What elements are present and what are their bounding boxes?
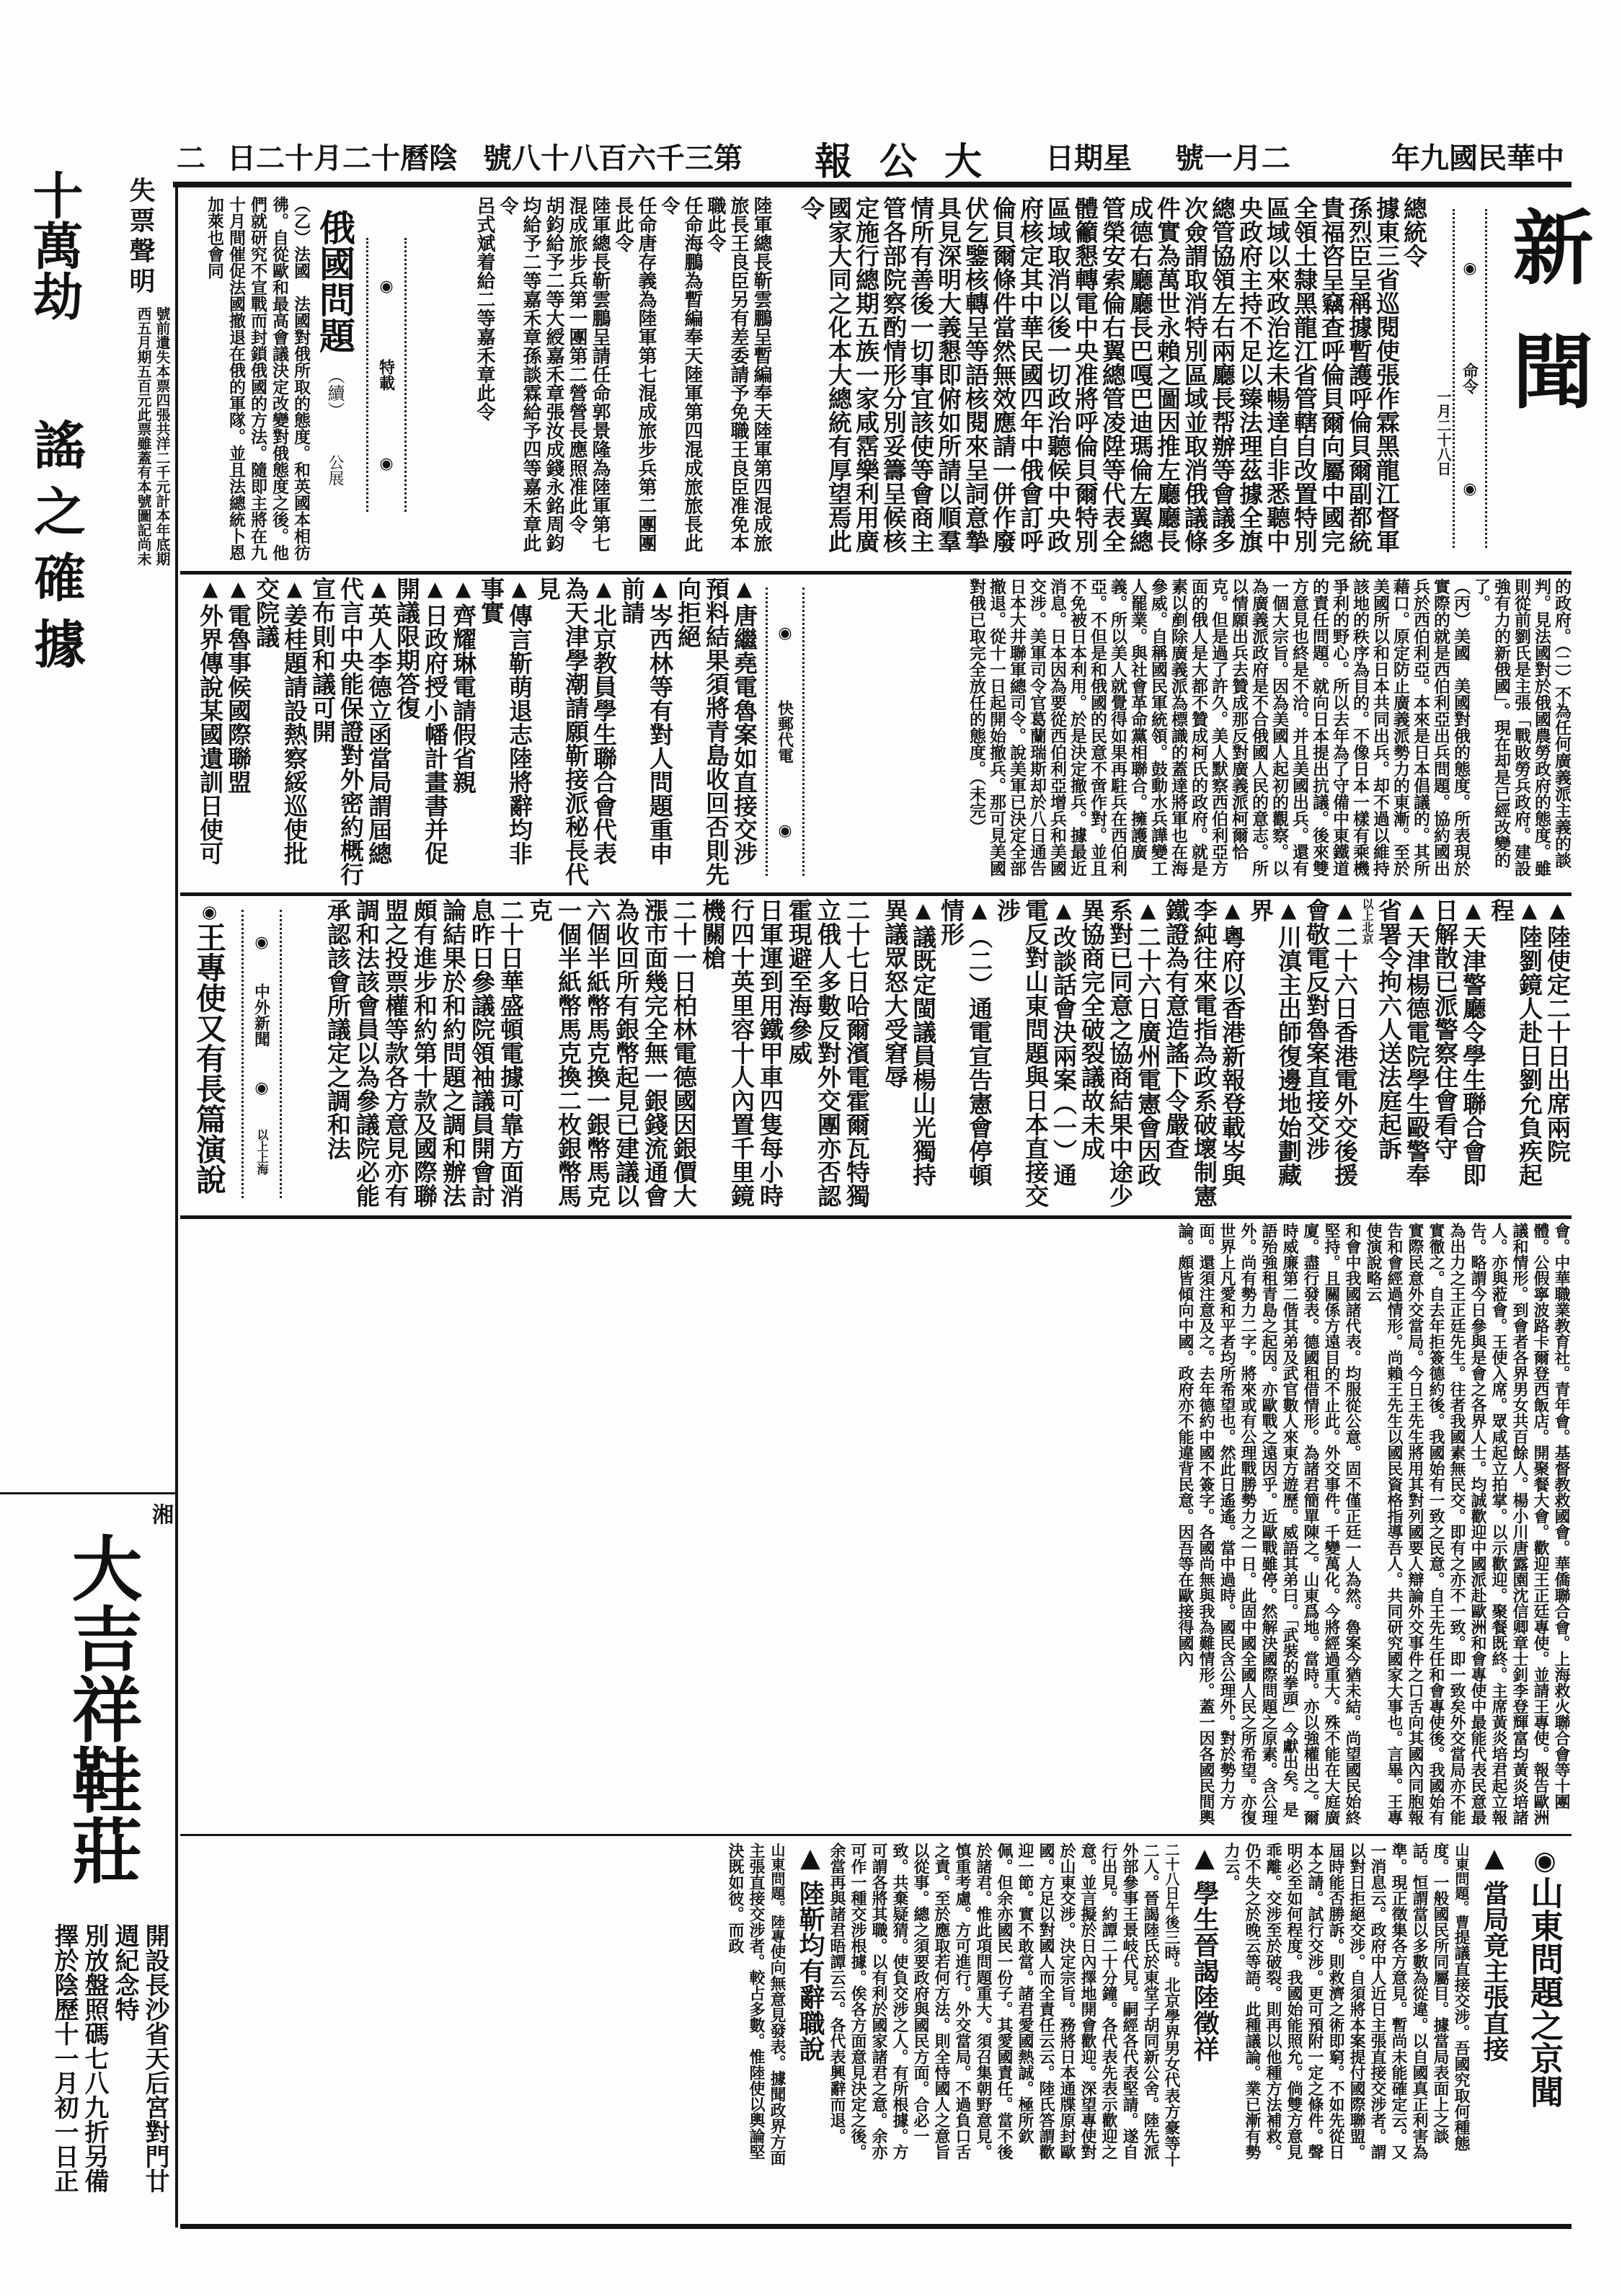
ornament-dot-icon: ◉	[778, 821, 792, 840]
section-rule	[180, 1834, 1572, 1836]
headline-item: ▲ 陸使定二十日出席兩院	[1543, 898, 1572, 1210]
special-feature-ornament	[366, 238, 407, 512]
military-orders	[412, 196, 773, 565]
order-item: 任命海鵬為暫編奉天陸軍第四混成旅旅長此令	[658, 196, 703, 552]
speech-paragraph: 和會中我國諸代表。均服從公意。固不僅正廷一人為然。魯案今猶未結。尚望國民始終堅持。且關係方遠目的不止此。外交事件。千變萬化。今將經過重大。殊不能在大庭廣廈。盡行發表。德國租借情形。為諸君簡單陳之。山東爲地。當時。亦以強權出之。爾時威廉第二偕其弟及武官數人來東方遊歷。威語其弟曰。「武裝的拳頭」今獻出矣。是語殆強租青島之起因。亦歐戰之遠因乎。近歐戰雖停。然解決國際問題之原素。含公理外。尚有勢力二字。將來或有公理戰勝勢力之一日。此固中國全國人民之所希望。亦復世界上凡愛和平者均所希望也。然此日遙遙。當中過時。國民含公理外。對於勢力方面。還須注意及之。去年德約中國不簽字。各國尚無與我為難情形。蓋一因各國民間輿論。頗皆傾向中國。政府亦不能違背民意。因吾等在歐接得國內	[1176, 1223, 1362, 1825]
russia-title: 俄國問題	[314, 209, 356, 353]
shandong-article-body	[184, 1843, 1510, 2167]
ornament-dot-icon: ◉	[254, 933, 269, 952]
source-tag-shanghai: 以上上海	[255, 1129, 269, 1175]
headline-item: ▲ 英人李德立函當局謂屆總代言中央能保證對外密約概行宣布則和議可開	[309, 577, 393, 888]
headline-item: ▲ 電魯事候國際聯盟	[224, 577, 252, 888]
headline-item: ▲ 岑西林等有對人問題重申前請	[618, 577, 674, 888]
header-date: 二月一號	[1175, 141, 1290, 175]
headline-item: ▲ 陸劉鏡人赴日劉允負疾起程	[1487, 898, 1543, 1210]
header-issue: 第三千六百八十八號	[483, 141, 743, 175]
page-bottom-rule	[180, 2224, 1572, 2229]
order-item: 呂式斌着給二等嘉禾章此令	[474, 196, 495, 421]
ornament-dot-icon: ◉	[379, 277, 394, 296]
order-item: 陸軍總長靳雲鵬呈暫編奉天陸軍第四混成旅旅長王良臣另有差委請予免職王良臣准免本職此令	[704, 196, 772, 552]
order-paragraph: 據東三省巡閱使張作霖黑龍江督軍孫烈臣呈稱據暫護呼倫貝爾副都統貴福咨呈竊查呼倫貝爾向屬中國完全領土隸黑龍江省管轄自改置特別區域以來政治迄未暢達自非悉聽中央政府主持不足以臻法理茲據全旗總管協領左右兩廳長帮辦等會議多次僉謂取消特別區域並取消俄議條件實為萬世永賴之圖因推左廳廳長成德右廳廳長巴嘎巴迪瑪倫左翼總管榮安索倫右翼總管凌陞等代表全體籲懇轉電中央准將呼倫貝爾特別區域取消以後一切政治聽候中央政府核定其中華民國四年中俄會訂呼倫貝爾條件當然無效應請一併作廢伏乞鑒核轉呈等語核閱來呈詞意摯具見深明大義懇即俯如所請以順羣情所有善後一切事宜該使等會商主管各部院察酌情形分別妥籌呈候核定施行總期五族一家咸霑樂利用廣國家大同之化本大總統有厚望焉此令	[797, 196, 1401, 553]
order-item: 陸軍總長靳雲鵬呈請任命郭景隆為陸軍第七混成旅步兵第一團第二營營長應照准此令	[566, 196, 611, 552]
left-ad-slogan: 謠之確據	[25, 418, 87, 683]
express-telegram-ornament	[766, 588, 805, 876]
ornament-dot-icon: ◉	[1463, 259, 1477, 278]
telegram-headlines	[182, 577, 758, 888]
notice-line: 號前遺失本票四張共洋二千元計本年底期	[154, 306, 171, 566]
header-lunar-date: 陰曆十二月十二日	[227, 141, 458, 175]
russia-paragraph: （乙）法國 法國對俄所取的態度。和英國本相彷彿。自從歐和最高會議決定改變對俄態度之後。他們就研究不宣戰而封鎖俄國的方法。隨即主將在九十月間催促法國撤退在俄的軍隊。並且法總統卜恩加萊也會同	[205, 196, 311, 561]
russia-paragraph: （丙）美國 美國對俄的態度。所表現於實際的就是西伯利亞出兵問題。協約國出兵於西伯利亞。本來是日本倡議的。其所藉口。原定防止廣義派勢力的東漸。至於美國所以和日本共同出兵。却不過以維持該地的秩序為目的。不像日本一樣有乘機爭利的野心。所以去年為了守備中東鐵道的責任問題。就向日本提出抗議。後來雙方意見也終是不洽。并且美國出兵。還有一個大宗旨。因為美國人起初的觀察。以為廣義派政府是不合俄國人民的意志。所以情願出兵去贊成那反對廣義派柯爾恰克。但是過了許久。美人默察西伯利亞方面的俄人是大都不贊成柯氏的政府。就是素以剷除廣義派為標識的蓋達將軍也在海參威。自稱國民軍統領。鼓動水兵譁變工人罷業。與社會革命黨相聯合。擁護廣義。所以美人就覺得如果再駐兵在西伯利亞。不但是和俄國的民意不啻作對。並且不免被日本利用。於是決定撤兵。據最近消息。日本因為要從西伯利亞增兵和美國交涉。美軍司令官葛蘭瑞斯却於八日通告日本大井聯軍總司令。說美軍已決定全部撤退。從十一日起開始撤兵。那可見美國對俄已取完全放任的態度。（未完）	[967, 578, 1471, 877]
masthead-rule	[173, 182, 1572, 187]
headline-item: ▲ 傳言靳萌退志陸將辭均非事實	[477, 577, 533, 888]
subsection-text: 提議直接交涉。吾國究取何種態度。一般國民所同屬目。據當局表面上之談話。恒謂當以多數為從違。以自國真正利害為準。現正徵集各方意見。暫尚未能確定云。又一消息云。政府中人近日主張直接交涉者。謂以對日拒絕交涉。自須將本案提付國際聯盟。屆時能否勝訴。則救濟之術即窮。不如先從日本之請。試行交涉。更可預附一定之條件。聲明必至如何程度。我國始能照允。倘雙方意見乖離。交涉至於破裂。則再以他種方法補救。仍不失之於晚云等語。此種議論。業已漸有勢力云。	[1222, 1843, 1471, 2160]
headline-item: ▲ 議既定閩議員楊山光獨持異議眾怒大受窘辱	[881, 898, 937, 1210]
subsection-byline: 山東問題。陸專	[768, 1843, 786, 1943]
subsection-text: 三時。北京學界男女代表方豪等十二人。晉謁陸氏於東堂子胡同新公舍。陸先派外部參事王景岐代見。嗣經各代表堅請。遂自行出見。約譚二十分鐘。各代表先表示歡迎之意。並言擬於日內擇地開會歡迎。深望專使對於山東交涉。決定宗旨。務將日本通牒原封歐國。方足以對國人而全責任云云。陸氏答謂歡迎一節。實不敢當。諸君愛國熱誠。極所欽佩。但余亦國民一份子。其愛國責任。當不後於諸君。惟此項問題重大。須召集朝野意見。慎重考慮。方可進行。外交當局。不過負口舌之責。至於應取若何方法。則全恃國人之意旨以從事。總之須要政府與國民方面。合必一致。共棄疑猜。使負交涉之人。有所根據。方可謂各將其職。以有利於國家諸君之意。余亦可作一種交涉根據。俟各方面意見決定之後。余當再與諸君晤譚云云。各代表興辭而退。	[828, 1843, 1181, 2167]
news-item: 二十日華盛頓電據可靠方面消息昨日參議院領袖議員開會討論結果於和約問題之調和辦法頗有進步和約第十款及國際聯盟之投票權等款各方意見亦有調和法該會員以為參議院必能承認該會所議定之調和法	[324, 898, 525, 1207]
foreign-news-ornament	[241, 910, 282, 1198]
ornament-dot-icon: ◉	[1463, 479, 1477, 498]
left-strip-divider	[0, 1492, 175, 1494]
headline-item: ▲ 北京教員學生聯合會代表為天津學潮請願靳接派秘長代見	[533, 577, 618, 888]
orders-date: 一月二十八日	[1435, 389, 1452, 476]
russia-paragraph: 的政府。（二）不為任何廣義派主義的談判。見法國對於俄國農勞政府的態度。雖則從前劉氏是主張「戰敗勞兵政府。建設強有力的新俄國」。現在却是已經改變的了。	[1471, 578, 1572, 877]
news-item: 二十七日哈爾濱電霍爾瓦特獨立俄人多數反對外交團亦否認霍現避至海參威	[785, 898, 871, 1207]
speech-article-title	[189, 901, 229, 1211]
orders-ornament	[1453, 209, 1487, 548]
presidential-orders	[779, 196, 1427, 565]
notice-line: 西五月期五百元此票雖蓋有本號圖記尚未	[135, 306, 152, 566]
speech-title: 王專使又有長篇演說	[192, 922, 227, 1194]
headline-item: ▲ 改談話會決兩案（一）通電反對山東問題與日本直接交涉	[993, 898, 1078, 1210]
section-rule	[180, 1215, 1572, 1219]
ornament-dot-icon: ◉	[254, 1078, 269, 1097]
page-number: 二	[177, 141, 205, 175]
ad-line: 擇於陰歷十一月初一日正	[50, 1923, 79, 2193]
left-ad-heading: 十萬劫	[25, 169, 84, 321]
foreign-telegrams	[288, 898, 871, 1210]
header-year: 中華民國九年	[1391, 141, 1564, 175]
news-item: 日軍運到用鐵甲車四隻每小時行四十英里容十人內置千里鏡機關槍	[699, 898, 784, 1207]
lost-ticket-notice	[94, 306, 172, 595]
subsection-headline: ▲ 學生晉謁陸徵祥	[1189, 1843, 1220, 2167]
page-header	[173, 136, 1572, 184]
russia-article-title	[314, 209, 360, 555]
section-rule	[180, 892, 1572, 896]
russia-article-part-a	[182, 196, 311, 565]
orders-label: 命令	[1460, 363, 1479, 394]
masthead-title: 大公報	[814, 140, 1009, 184]
header-weekday: 星期日	[1045, 141, 1132, 175]
shoe-shop-ad-text	[43, 1923, 170, 2212]
ornament-dot-icon: ◉	[379, 454, 394, 473]
order-item: 任命唐存義為陸軍第七混成旅步兵第二團團長此令	[612, 196, 657, 552]
subsection-byline: 二十八日午後	[1163, 1843, 1180, 1929]
headline-item: ▲ 二十六日廣州電憲會因政系對已同意之協商結果中途少異協商完全破裂議故未成	[1078, 898, 1162, 1210]
subsection-headline: ▲ 陸靳均有辭職說	[794, 1843, 826, 2167]
headline-item: ▲ 外界傳說某國遺訓日使可	[196, 577, 224, 888]
subsection-text: 使向無意見發表。據聞政界方面主張直接交涉者。較占多數。惟陸使以輿論堅決既如彼。而政	[726, 1843, 786, 2166]
ad-line: 別放盤照碼七八九折另備	[80, 1923, 109, 2193]
headline-item: ▲ 天津楊德電院學生毆警奉省署令拘六人送法庭起訴	[1375, 898, 1431, 1210]
express-telegram-label: 快郵代電	[775, 700, 794, 763]
shoe-shop-name: 大吉祥鞋莊	[60, 1532, 143, 1885]
shandong-article-title	[1521, 1845, 1569, 2108]
headline-item: ▲ 粵府以香港新報登載岑與李純往來電指為政系破壞制憲鐵證為有意造謠下令嚴查	[1162, 898, 1246, 1210]
russia-article-part-b	[811, 578, 1572, 887]
headline-item: ▲ 天津警廳令學生聯合會即日解散已派警察住會看守	[1431, 898, 1487, 1210]
shandong-title: 山東問題之京聞	[1525, 1876, 1564, 2108]
left-strip-rule	[175, 187, 178, 2228]
source-tag-beijing: 以上北京	[1360, 898, 1374, 944]
headline-marker-icon: ◉	[199, 901, 220, 922]
headline-item: ▲ 二十六日香港電外交後援會敬電反對魯案直接交涉	[1303, 898, 1359, 1210]
headline-marker-icon: ◉	[1530, 1845, 1560, 1876]
headline-item: ▲ 川滇主出師復邊地始劃藏界	[1246, 898, 1303, 1210]
headline-item: ▲ 姜桂題請設熱察綏巡使批交院議	[252, 577, 309, 888]
headline-item: ▲ 日政府授小幡計畫書并促開議限期答復	[393, 577, 449, 888]
ornament-dot-icon: ◉	[778, 624, 792, 642]
speech-article-body	[184, 1223, 1572, 1828]
lost-ticket-notice-title: 失票聲明	[125, 177, 156, 298]
subsection-headline: ▲ 當局竟主張直接	[1479, 1843, 1510, 2167]
ad-line: 開設長沙省天后宮對門廿週紀念特	[110, 1923, 169, 2193]
headline-item: ▲ 唐繼堯電魯案如直接交涉預料結果須將青島收回否則先向拒絕	[674, 577, 758, 888]
domestic-telegrams	[876, 898, 1572, 1210]
shoe-shop-region: 湘	[148, 1503, 173, 1525]
news-item: 二十一日柏林電德國因銀價大漲市面幾完全無一銀錢流通會為收回所有銀幣起見已建議以六個半紙幣馬克換一銀幣馬克一個半紙幣馬克換二枚銀幣馬克	[526, 898, 698, 1207]
russia-author: 公展	[326, 454, 344, 486]
order-item: 胡鈞給予二等大綬嘉禾章張汝成錢永銘周鈞均給予二等嘉禾章孫談霖給予四等嘉禾章此令	[497, 196, 564, 552]
speech-paragraph: 會。中華職業教育社。青年會。基督教救國會。華僑聯合會。上海救火聯合會等十團體。公假寧波路卡爾登西飯店。開聚餐大會。歡迎王正廷專使。並請王專使。報告歐洲議和情形。到會者各界男女共百餘人。楊小川唐露園沈信卿章士釗李登輝富均黃炎培諸人。亦與蒞會。王使入席。眾咸起立拍掌。以示歡迎。聚餐既終。主席黃炎培君起立報告。略謂今日參與是會之各界人士。均誠歡迎中國派赴歐洲和會專使中最能代表民意最為出力之王正廷先生。往者我國素無民交。即有之亦不一致。即一致矣外交當局亦不能實徹之。自去年拒簽德約後。我國始有一致之民意。自王先生任和會專使後。我國始有實際民意外交當局。今日王先生將用其對列國要人辯論外交事件之口舌向其國內同胞報告和會經過情形。尚賴王先生以國民資格指導吾人。共同研究國家大事也。言畢。王專使演說略云	[1364, 1223, 1571, 1825]
headline-item: ▲ 齊耀琳電請假省親	[449, 577, 477, 888]
subsection-byline: 山東問題。曹	[1453, 1843, 1470, 1929]
russia-continued: （續）	[324, 367, 345, 419]
section-rule	[180, 571, 1572, 575]
headline-item: ▲ （二）通電宣告憲會停頓情形	[937, 898, 993, 1210]
section-title-news: 新聞	[1499, 205, 1594, 453]
special-feature-label: 特載	[376, 359, 396, 391]
foreign-news-label: 中外新聞	[252, 983, 271, 1047]
orders-heading: 總統令	[1400, 196, 1428, 267]
